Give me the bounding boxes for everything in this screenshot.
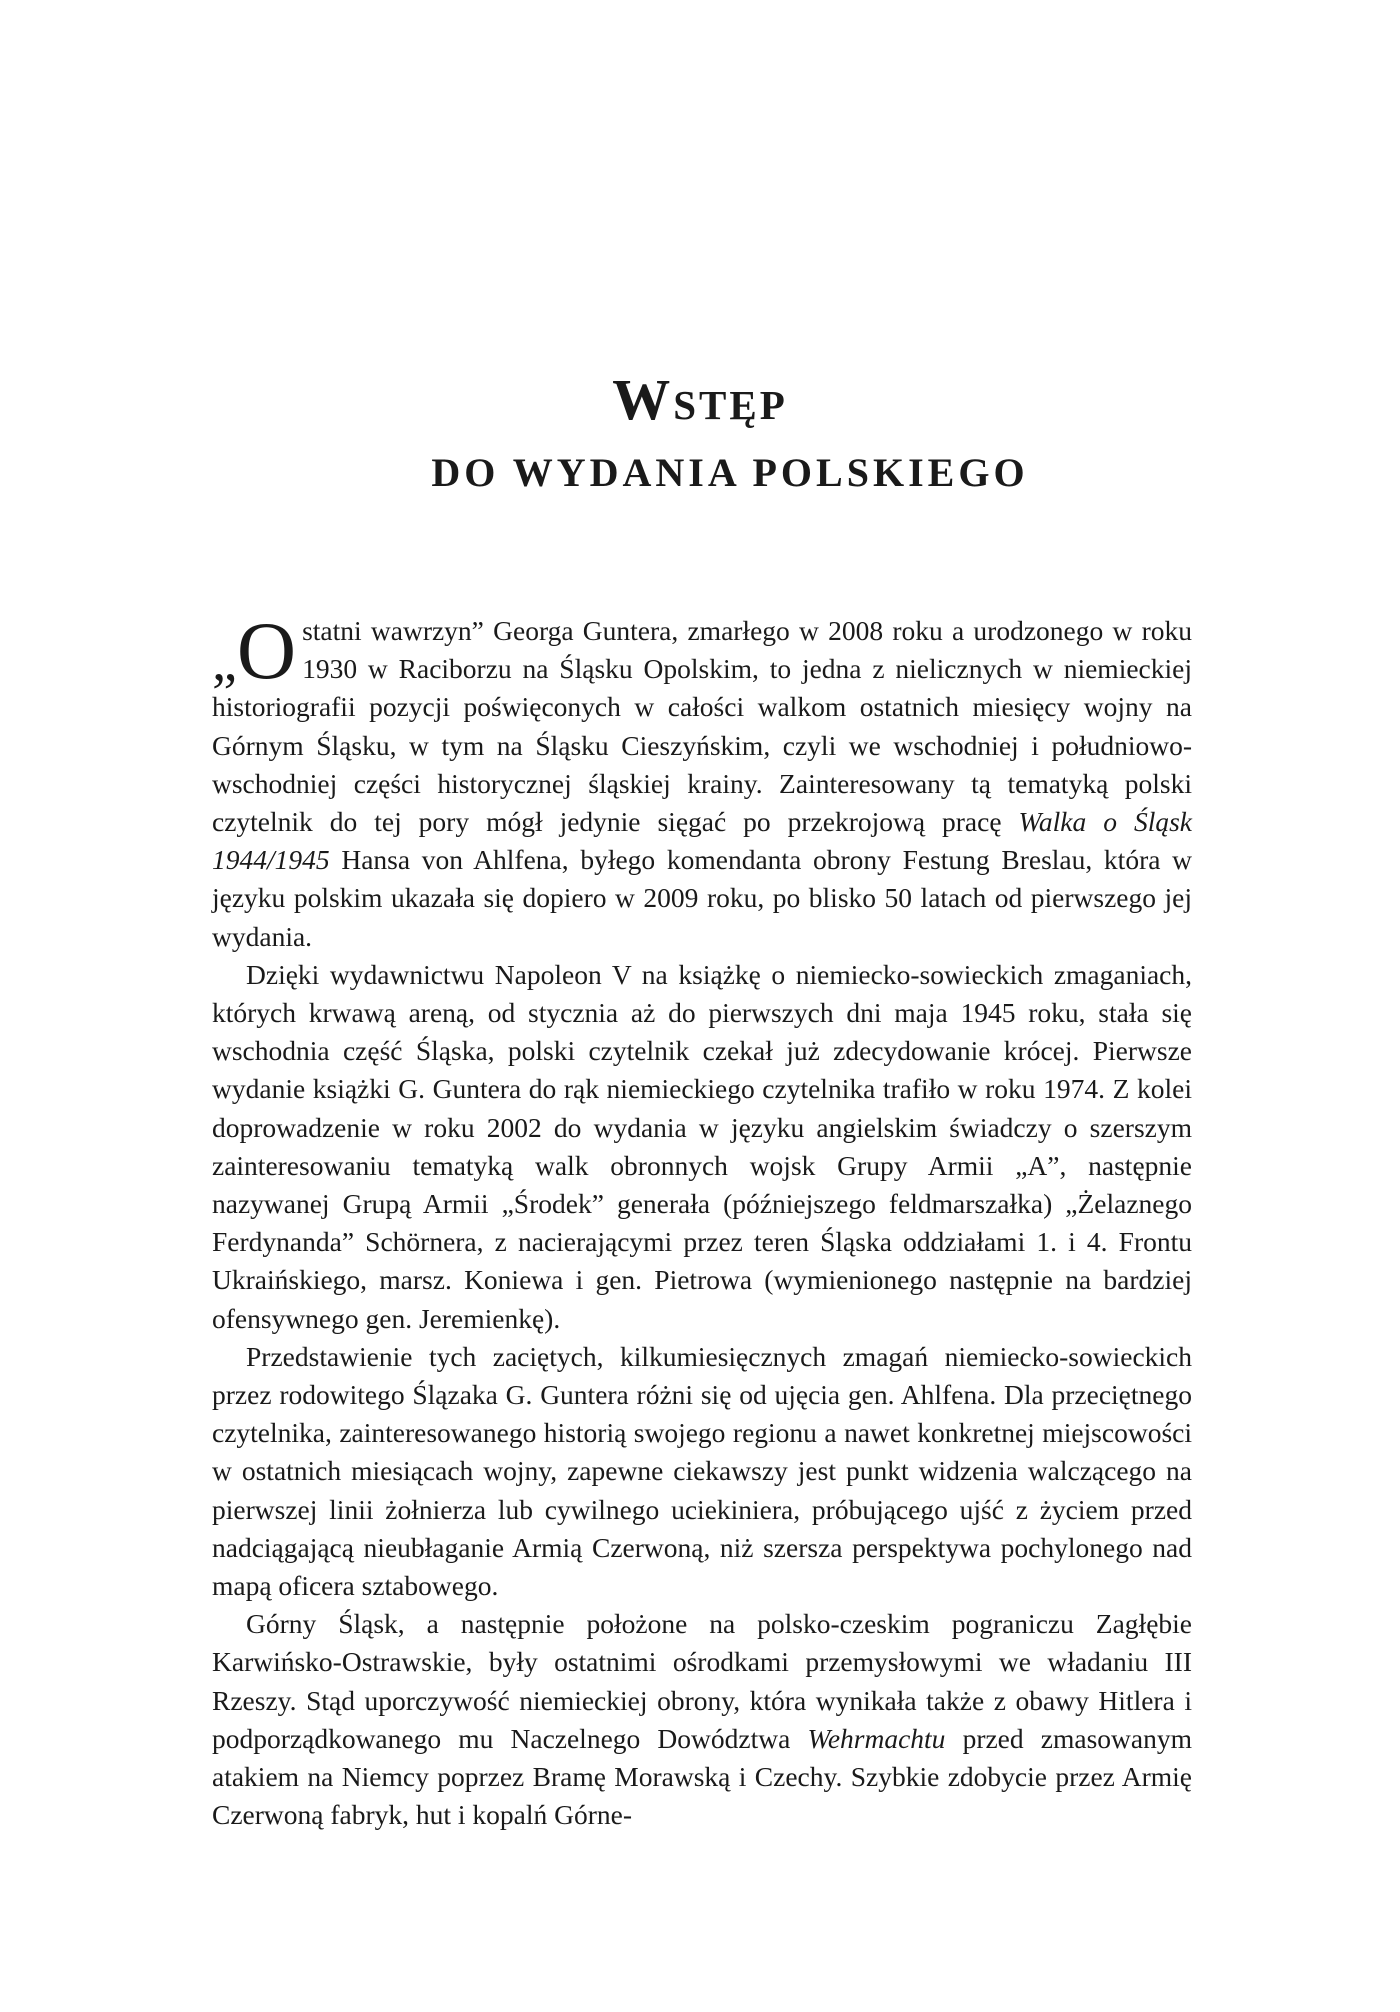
chapter-subtitle: DO WYDANIA POLSKIEGO: [431, 450, 1029, 495]
body-text: [212, 605, 1192, 1835]
wehrmacht-italic: Wehrmachtu: [807, 1722, 946, 1754]
drop-cap: [212, 605, 297, 696]
paragraph-1-text-a: statni wawrzyn” Georga Guntera, zmarłego w 2008 roku a urodzonego w roku 1930 w Raciborzu na Śląsku Opolskim, to jedna z nielicznych w niemieckiej historiografii pozycji poświęconych w całości walkom ostatnich miesięcy wojny na Górnym Śląsku, w tym na Śląsku Cieszyńskim, czyli we wschodniej i południowo-wschodniej części historycznej śląskiej krainy. Zainteresowany tą tematyką polski czytelnik do tej pory mógł jedynie sięgać po przekrojową pracę: [212, 615, 1192, 838]
paragraph-4: [212, 1605, 1192, 1834]
drop-cap-letter: O: [236, 605, 297, 696]
chapter-heading: [0, 365, 1400, 503]
book-title-italic: Walka o Śląsk 1944/1945: [212, 806, 1192, 876]
paragraph-2: Dzięki wydawnictwu Napoleon V na książkę o niemiecko-sowieckich zmaganiach, których krwawą areną, od stycznia aż do pierwszych dni maja 1945 roku, stała się wschodnia część Śląska, polski czytelnik czekał już zdecydowanie krócej. Pierwsze wydanie książki G. Guntera do rąk niemieckiego czytelnika trafiło w roku 1974. Z kolei doprowadzenie w roku 2002 do wydania w języku angielskim świadczy o szerszym zainteresowaniu tematyką walk obronnych wojsk Grupy Armii „A”, następnie nazywanej Grupą Armii „Środek” generała (późniejszego feldmarszałka) „Żelaznego Ferdynanda” Schörnera, z nacierającymi przez teren Śląska oddziałami 1. i 4. Frontu Ukraińskiego, marsz. Koniewa i gen. Pietrowa (wymienionego następnie na bardziej ofensywnego gen. Jeremienkę).: [212, 958, 1192, 1334]
paragraph-3: Przedstawienie tych zaciętych, kilkumiesięcznych zmagań niemiecko-sowieckich przez rodowitego Ślązaka G. Guntera różni się od ujęcia gen. Ahlfena. Dla przeciętnego czytelnika, zainteresowanego historią swojego regionu a nawet konkretnej miejscowości w ostatnich miesiącach wojny, zapewne ciekawszy jest punkt widzenia walczącego na pierwszej linii żołnierza lub cywilnego uciekiniera, próbującego ujść z życiem przed nadciągającą nieubłaganie Armią Czerwoną, niż szersza perspektywa pochylonego nad mapą oficera sztabowego.: [212, 1340, 1192, 1602]
drop-cap-quote: „: [212, 631, 237, 693]
paragraph-4-text-b: przed zmasowanym atakiem na Niemcy poprzez Bramę Morawską i Czechy. Szybkie zdobycie przez Armię Czerwoną fabryk, hut i kopalń Górne-: [212, 1722, 1192, 1831]
chapter-title: Wstęp: [612, 367, 788, 432]
paragraph-1-text-b: Hansa von Ahlfena, byłego komendanta obrony Festung Breslau, która w języku polskim ukazała się dopiero w 2009 roku, po blisko 50 latach od pierwszego jej wydania.: [212, 844, 1192, 952]
paragraph-4-text-a: Górny Śląsk, a następnie położone na polsko-czeskim pograniczu Zagłębie Karwińsko-Ostrawskie, były ostatnimi ośrodkami przemysłowymi we władaniu III Rzeszy. Stąd uporczywość niemieckiej obrony, która wynikała także z obawy Hitlera i podporządkowanego mu Naczelnego Dowództwa: [212, 1608, 1192, 1754]
paragraph-1: [212, 605, 1192, 956]
